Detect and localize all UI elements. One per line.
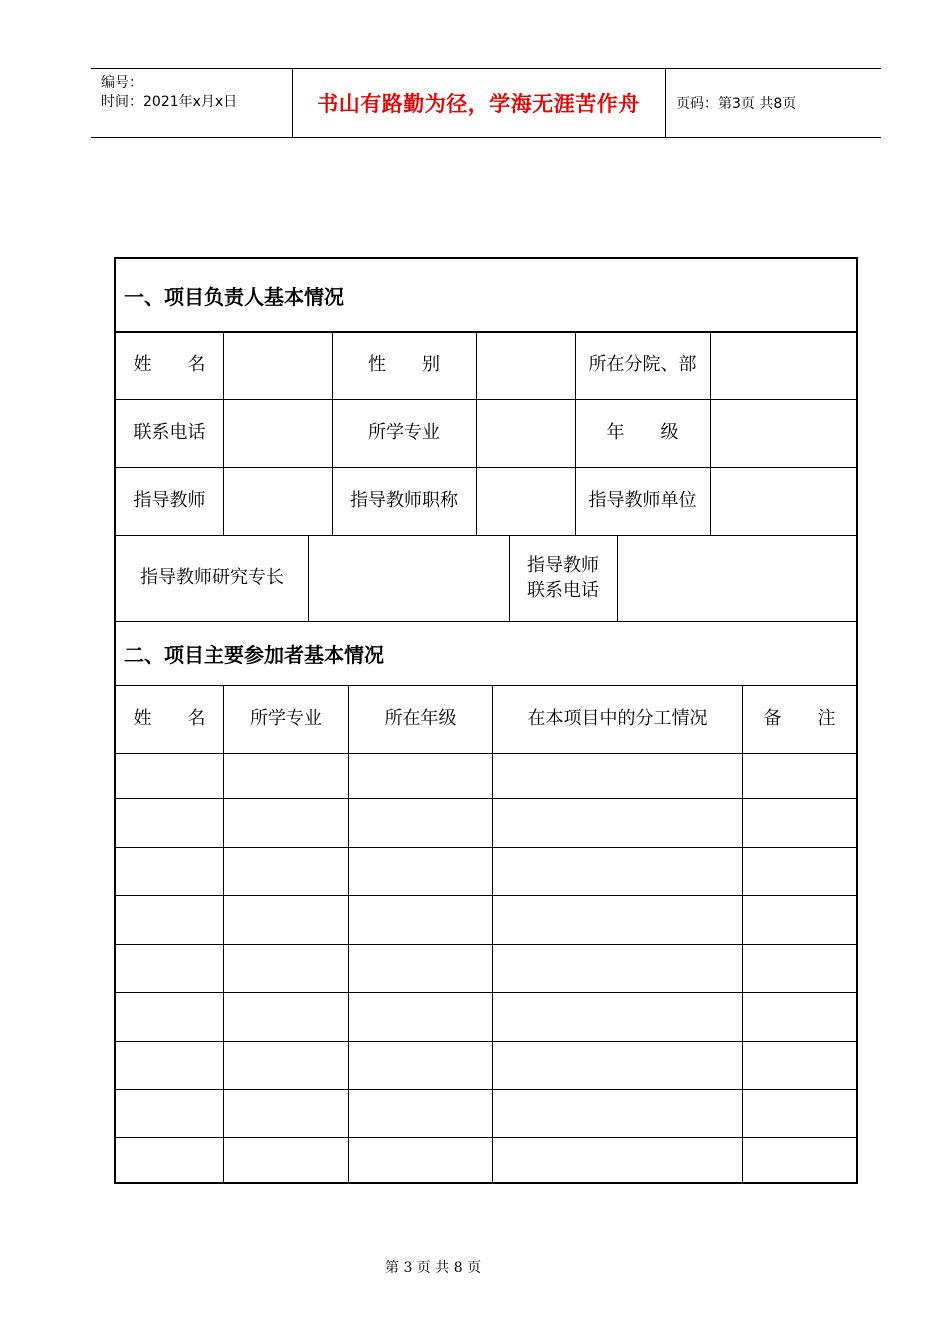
label-grade: 年 级 [606, 422, 679, 444]
col-header-major: 所学专业 [250, 708, 322, 730]
input-advisor-expertise[interactable] [309, 535, 509, 621]
page-header [91, 68, 881, 138]
table-row[interactable] [116, 1137, 856, 1182]
application-form [114, 257, 858, 1184]
label-advisor-expertise: 指导教师研究专长 [140, 567, 284, 589]
col-header-remarks: 备 注 [763, 708, 836, 730]
label-name: 姓 名 [133, 354, 206, 376]
label-gender: 性 别 [368, 354, 440, 376]
table-row[interactable] [116, 992, 856, 1041]
input-leader-name[interactable] [224, 331, 332, 399]
header-page-info: 页码：第3页 共8页 [676, 96, 797, 112]
input-advisor[interactable] [224, 467, 332, 535]
table-row[interactable] [116, 1089, 856, 1137]
col-header-role: 在本项目中的分工情况 [527, 708, 708, 730]
input-gender[interactable] [477, 331, 575, 399]
input-advisor-title[interactable] [477, 467, 575, 535]
input-phone[interactable] [224, 399, 332, 467]
table-row[interactable] [116, 753, 856, 798]
label-major: 所学专业 [368, 422, 440, 444]
time-label: 时间：2021年x月x日 [101, 94, 238, 110]
motto: 书山有路勤为径，学海无涯苦作舟 [317, 92, 640, 116]
col-header-name: 姓 名 [133, 708, 206, 730]
header-meta [91, 69, 293, 137]
header-motto-cell [292, 69, 666, 137]
table-row[interactable] [116, 1041, 856, 1089]
table-row[interactable] [116, 798, 856, 847]
input-major[interactable] [477, 399, 575, 467]
label-advisor-unit: 指导教师单位 [588, 490, 697, 512]
section2-title: 二、项目主要参加者基本情况 [124, 642, 384, 667]
label-department: 所在分院、部 [588, 354, 697, 376]
input-advisor-phone[interactable] [618, 535, 856, 621]
table-row[interactable] [116, 847, 856, 895]
table-row[interactable] [116, 895, 856, 944]
input-department[interactable] [711, 331, 856, 399]
section1-title: 一、项目负责人基本情况 [124, 284, 344, 309]
table-row[interactable] [116, 944, 856, 992]
col-header-grade: 所在年级 [384, 708, 457, 730]
label-advisor-title: 指导教师职称 [350, 490, 458, 512]
label-phone: 联系电话 [133, 422, 206, 444]
label-advisor: 指导教师 [133, 490, 206, 512]
serial-label: 编号： [101, 75, 143, 91]
input-advisor-unit[interactable] [711, 467, 856, 535]
label-advisor-phone: 指导教师 联系电话 [527, 554, 599, 601]
input-grade[interactable] [711, 399, 856, 467]
page-footer: 第 3 页 共 8 页 [385, 1260, 482, 1276]
